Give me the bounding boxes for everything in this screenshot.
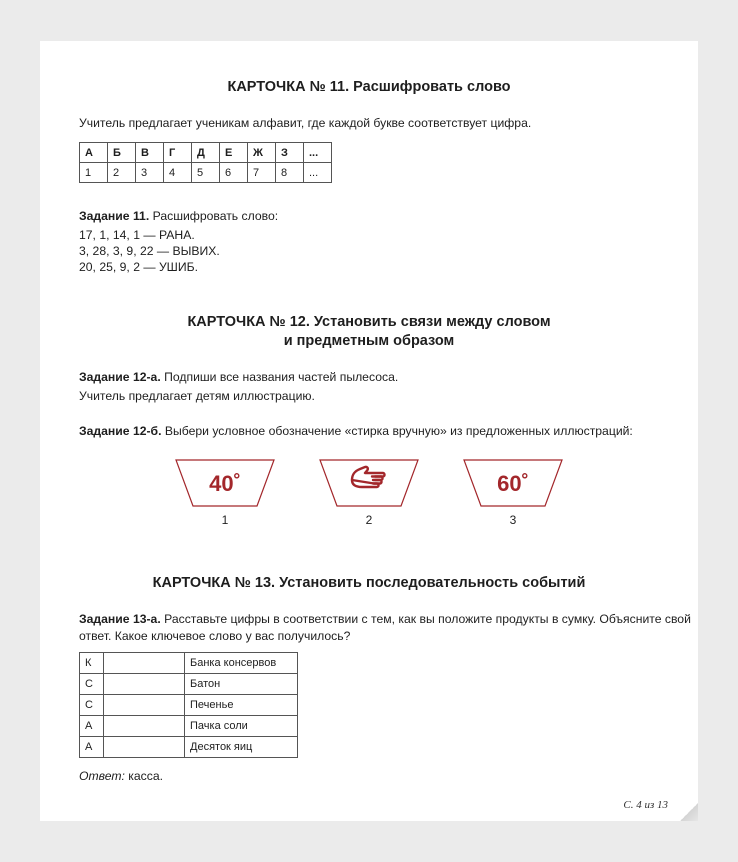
alphabet-number: ... xyxy=(304,163,332,183)
wash-40-icon xyxy=(175,459,275,507)
row-item: Пачка соли xyxy=(185,716,298,737)
page-number: С. 4 из 13 xyxy=(623,799,668,811)
alphabet-letter: ... xyxy=(304,143,332,163)
alphabet-number: 6 xyxy=(220,163,248,183)
task-text: Подпиши все названия частей пылесоса. xyxy=(160,370,399,384)
card-12-title-line2: и предметным образом xyxy=(283,333,455,349)
alphabet-letter: Д xyxy=(192,143,220,163)
card-13-title: КАРТОЧКА № 13. Установить последовательность событий xyxy=(152,575,586,591)
groceries-table xyxy=(79,652,298,758)
alphabet-letter: З xyxy=(276,143,304,163)
card-13a-task xyxy=(79,611,691,628)
task-text: Расставьте цифры в соответствии с тем, как вы положите продукты в сумку. Объясните свой xyxy=(160,612,691,626)
row-letter: С xyxy=(80,695,104,716)
card-12-title-line1: КАРТОЧКА № 12. Установить связи между словом xyxy=(187,314,551,330)
task-label: Задание 12-а. xyxy=(79,370,161,384)
alphabet-letter: Е xyxy=(220,143,248,163)
row-letter: А xyxy=(80,716,104,737)
alphabet-letter: Б xyxy=(108,143,136,163)
alphabet-number: 7 xyxy=(248,163,276,183)
card-11-task xyxy=(79,208,278,225)
row-number-cell xyxy=(104,695,185,716)
alphabet-number: 5 xyxy=(192,163,220,183)
task-text: Расшифровать слово: xyxy=(149,209,279,223)
row-letter: А xyxy=(80,737,104,758)
card-12a-task xyxy=(79,369,398,386)
row-number-cell xyxy=(104,716,185,737)
row-letter: К xyxy=(80,653,104,674)
wash-temp-label: 40˚ xyxy=(209,471,241,496)
row-item: Батон xyxy=(185,674,298,695)
task-label: Задание 11. xyxy=(79,209,150,223)
alphabet-table xyxy=(79,142,332,183)
card-11-title: КАРТОЧКА № 11. Расшифровать слово xyxy=(227,79,511,95)
table-row xyxy=(80,737,298,758)
cipher-line: 20, 25, 9, 2 — УШИБ. xyxy=(79,260,199,274)
table-row xyxy=(80,653,298,674)
table-row xyxy=(80,716,298,737)
card-13a-task-cont: ответ. Какое ключевое слово у вас получилось? xyxy=(79,629,351,643)
card-12a-note: Учитель предлагает детям иллюстрацию. xyxy=(79,389,315,403)
alphabet-number: 8 xyxy=(276,163,304,183)
alphabet-letter: А xyxy=(80,143,108,163)
answer xyxy=(79,768,163,785)
wash-temp-label: 60˚ xyxy=(497,471,529,496)
answer-label: Ответ: xyxy=(79,769,125,783)
alphabet-number: 2 xyxy=(108,163,136,183)
alphabet-letter: В xyxy=(136,143,164,163)
hand-wash-icon xyxy=(319,459,419,507)
cipher-line: 17, 1, 14, 1 — РАНА. xyxy=(79,228,195,242)
row-item: Десяток яиц xyxy=(185,737,298,758)
row-letter: С xyxy=(80,674,104,695)
document-page xyxy=(40,41,698,821)
alphabet-number: 3 xyxy=(136,163,164,183)
task-text: Выбери условное обозначение «стирка вручную» из предложенных иллюстраций: xyxy=(161,424,633,438)
task-label: Задание 13-а. xyxy=(79,612,161,626)
task-label: Задание 12-б. xyxy=(79,424,162,438)
card-12b-task xyxy=(79,423,633,440)
table-row xyxy=(80,674,298,695)
row-number-cell xyxy=(104,653,185,674)
answer-text: касса. xyxy=(124,769,164,783)
alphabet-number: 1 xyxy=(80,163,108,183)
table-row xyxy=(80,695,298,716)
symbol-number: 1 xyxy=(221,513,229,527)
symbol-number: 2 xyxy=(365,513,373,527)
symbol-number: 3 xyxy=(509,513,517,527)
wash-60-icon xyxy=(463,459,563,507)
row-item: Печенье xyxy=(185,695,298,716)
alphabet-letter: Г xyxy=(164,143,192,163)
row-number-cell xyxy=(104,674,185,695)
row-item: Банка консервов xyxy=(185,653,298,674)
card-11-intro: Учитель предлагает ученикам алфавит, где каждой букве соответствует цифра. xyxy=(79,116,532,130)
alphabet-letter: Ж xyxy=(248,143,276,163)
page-corner-fold xyxy=(680,803,698,821)
alphabet-number: 4 xyxy=(164,163,192,183)
cipher-line: 3, 28, 3, 9, 22 — ВЫВИХ. xyxy=(79,244,220,258)
row-number-cell xyxy=(104,737,185,758)
